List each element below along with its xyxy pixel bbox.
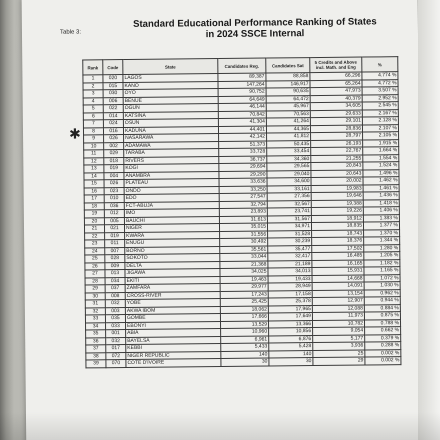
cell-code: 010 (104, 195, 124, 203)
cell-percent: 2.545 % (362, 102, 398, 110)
cell-rank: 27 (85, 270, 105, 278)
title-line-2: in 2024 SSCE Internal (205, 28, 305, 41)
cell-state: BORNO (125, 246, 220, 254)
cell-percent: 1.915 % (363, 139, 399, 147)
cell-code: 024 (103, 120, 123, 128)
cell-candidates-sat: 34,600 (267, 178, 311, 186)
cell-percent: 2.952 % (362, 94, 398, 102)
cell-state: NASARAWA (124, 134, 219, 142)
cell-candidates-reg: 5,433 (221, 343, 269, 351)
cell-candidates-sat: 140 (269, 350, 313, 358)
cell-rank: 39 (86, 360, 106, 368)
cell-state: OYO (123, 89, 218, 97)
table-label: Table 3: (59, 29, 82, 36)
cell-candidates-reg: 42,142 (219, 133, 267, 141)
cell-code: 012 (104, 210, 124, 218)
title-line-1: Standard Educational Performance Ranking of States (132, 16, 377, 30)
cell-rank: 36 (86, 337, 106, 345)
cell-percent: 4.774 % (362, 72, 398, 80)
cell-rank: 16 (84, 187, 104, 195)
cell-candidates-sat: 34,971 (267, 223, 311, 231)
cell-state: KWARA (125, 231, 220, 239)
cell-candidates-reg: 17,666 (220, 313, 268, 321)
cell-code: 020 (103, 75, 123, 83)
cell-candidates-sat: 29,565 (267, 163, 311, 171)
cell-code: 034 (105, 277, 125, 285)
cell-candidates-sat: 33,161 (267, 185, 311, 193)
cell-five-credits: 17,502 (312, 245, 364, 253)
cell-code: 026 (104, 135, 124, 143)
cell-candidates-sat: 34,360 (267, 155, 311, 163)
cell-five-credits: 13,154 (312, 290, 364, 298)
cell-state: IMO (124, 209, 219, 217)
cell-candidates-reg: 36,737 (219, 156, 267, 164)
cell-percent: 0.962 % (364, 289, 400, 297)
cell-candidates-sat: 28,949 (268, 283, 312, 291)
cell-candidates-sat: 10,856 (269, 328, 313, 336)
cell-five-credits: 12,907 (312, 297, 364, 305)
cell-state: CROSS-RIVER (125, 291, 220, 299)
cell-code: 033 (106, 322, 126, 330)
cell-five-credits: 66,296 (310, 72, 362, 80)
cell-state: KADUNA (123, 126, 218, 134)
cell-code: 008 (105, 292, 125, 300)
cell-rank: 5 (83, 105, 103, 113)
cell-state: DELTA (125, 261, 220, 269)
cell-candidates-sat: 31,528 (268, 230, 312, 238)
cell-state: JIGAWA (125, 269, 220, 277)
cell-percent: 0.379 % (365, 334, 401, 342)
cell-candidates-reg: 27,547 (219, 193, 267, 201)
cell-candidates-reg: 21,368 (220, 261, 268, 269)
cell-five-credits: 14,091 (312, 282, 364, 290)
cell-five-credits: 47,973 (310, 87, 362, 95)
cell-five-credits: 14,668 (312, 275, 364, 283)
cell-percent: 0.788 % (364, 319, 400, 327)
cell-rank: 19 (84, 210, 104, 218)
cell-candidates-reg: 33,044 (220, 253, 268, 261)
cell-rank: 15 (84, 180, 104, 188)
cell-state: AKWA IBOM (125, 306, 220, 314)
cell-state: RIVERS (124, 156, 219, 164)
cell-rank: 30 (85, 292, 105, 300)
cell-candidates-sat: 27,356 (267, 193, 311, 201)
cell-rank: 6 (83, 112, 103, 120)
cell-state: COTE D'IVOIRE (126, 359, 221, 367)
next-page-edge (418, 0, 440, 440)
cell-code: 018 (104, 157, 124, 165)
cell-code: 036 (104, 202, 124, 210)
cell-rank: 12 (84, 157, 104, 165)
cell-five-credits: 26,193 (311, 140, 363, 148)
cell-percent: 0.662 % (365, 327, 401, 335)
cell-percent: 1.165 % (364, 267, 400, 275)
cell-code: 070 (106, 360, 126, 368)
cell-state: BAUCHI (124, 216, 219, 224)
cell-rank: 34 (86, 322, 106, 330)
col-header-candidates-reg: Candidates Reg. (218, 58, 266, 74)
cell-five-credits: 19,983 (311, 185, 363, 193)
cell-percent: 1.406 % (363, 207, 399, 215)
col-header-five-credits: 5 Credits and Above incl. Math. and Eng (310, 57, 362, 73)
cell-rank: 10 (84, 142, 104, 150)
cell-code: 026 (104, 180, 124, 188)
cell-percent: 4.772 % (362, 79, 398, 87)
cell-five-credits: 21,255 (311, 155, 363, 163)
cell-candidates-sat: 64,472 (266, 95, 310, 103)
cell-candidates-sat: 30 (269, 358, 313, 366)
cell-five-credits: 20,643 (311, 170, 363, 178)
cell-candidates-reg: 19,463 (220, 276, 268, 284)
cell-code: 007 (105, 247, 125, 255)
cell-candidates-reg: 46,144 (218, 103, 266, 111)
cell-five-credits: 28,797 (311, 132, 363, 140)
cell-rank: 13 (84, 165, 104, 173)
cell-state: KANO (123, 81, 218, 89)
cell-code: 014 (103, 112, 123, 120)
cell-candidates-reg: 51,373 (219, 141, 267, 149)
cell-candidates-reg: 30 (221, 358, 269, 366)
cell-rank: 4 (83, 97, 103, 105)
cell-five-credits: 10,782 (312, 320, 364, 328)
cell-code: 023 (104, 187, 124, 195)
ranking-table (82, 56, 401, 368)
cell-five-credits: 29 (313, 357, 365, 365)
cell-candidates-reg: 32,794 (219, 201, 267, 209)
cell-percent: 1.418 % (363, 199, 399, 207)
table-body (83, 72, 401, 368)
cell-candidates-reg: 6,961 (221, 336, 269, 344)
cell-rank: 20 (84, 217, 104, 225)
cell-candidates-sat: 45,967 (266, 103, 310, 111)
cell-percent: 0.884 % (364, 304, 400, 312)
cell-state: EKITI (125, 276, 220, 284)
cell-rank: 32 (85, 307, 105, 315)
cell-code: 072 (106, 352, 126, 360)
col-header-state: State (123, 59, 218, 75)
cell-candidates-sat: 25,378 (268, 298, 312, 306)
cell-code: 016 (103, 127, 123, 135)
cell-candidates-reg: 23,893 (219, 208, 267, 216)
cell-rank: 2 (83, 82, 103, 90)
cell-rank: 21 (84, 225, 104, 233)
cell-five-credits: 20,002 (311, 177, 363, 185)
cell-rank: 3 (83, 90, 103, 98)
cell-five-credits: 19,646 (311, 192, 363, 200)
cell-state: ZAMFARA (125, 284, 220, 292)
cell-state: GOMBE (125, 314, 220, 322)
cell-candidates-sat: 23,741 (267, 208, 311, 216)
cell-code: 013 (105, 270, 125, 278)
cell-five-credits: 65,264 (310, 80, 362, 88)
cell-rank: 11 (84, 150, 104, 158)
cell-state: KOGI (124, 164, 219, 172)
cell-code: 001 (106, 330, 126, 338)
cell-percent: 0.875 % (364, 312, 400, 320)
cell-candidates-reg: 90,752 (218, 88, 266, 96)
col-header-rank: Rank (83, 60, 103, 75)
cell-percent: 1.280 % (364, 244, 400, 252)
cell-state: TARABA (124, 149, 219, 157)
cell-state: OSUN (123, 119, 218, 127)
cell-candidates-sat: 32,567 (267, 200, 311, 208)
cell-code: 029 (104, 150, 124, 158)
cell-percent: 1.377 % (363, 222, 399, 230)
cell-percent: 1.664 % (363, 147, 399, 155)
col-header-candidates-sat: Candidates Sat (266, 58, 310, 73)
cell-state: FCT-ABUJA (124, 201, 219, 209)
cell-rank: 28 (85, 277, 105, 285)
cell-state: YOBE (125, 299, 220, 307)
cell-candidates-reg: 89,387 (218, 73, 266, 81)
cell-five-credits: 34,605 (310, 102, 362, 110)
cell-state: EDO (124, 194, 219, 202)
cell-candidates-sat: 29,040 (267, 170, 311, 178)
cell-rank: 37 (86, 345, 106, 353)
cell-rank: 23 (85, 240, 105, 248)
cell-five-credits: 18,376 (312, 237, 364, 245)
cell-candidates-reg: 29,290 (219, 171, 267, 179)
cell-code: 004 (104, 172, 124, 180)
cell-candidates-sat: 5,428 (269, 343, 313, 351)
cell-rank: 29 (85, 285, 105, 293)
cell-percent: 2.167 % (362, 109, 398, 117)
cell-candidates-reg: 41,304 (218, 118, 266, 126)
cell-state: ONDO (124, 186, 219, 194)
cell-state: ABIA (126, 329, 221, 337)
handwritten-star-mark: ✱ (68, 125, 81, 142)
cell-five-credits: 28,836 (310, 125, 362, 133)
cell-state: LAGOS (123, 74, 218, 82)
cell-rank: 38 (86, 352, 106, 360)
cell-five-credits: 16,165 (312, 260, 364, 268)
document-heading (60, 16, 400, 42)
cell-candidates-sat: 33,454 (267, 148, 311, 156)
cell-code: 006 (103, 97, 123, 105)
cell-percent: 1.344 % (364, 237, 400, 245)
cell-percent: 0.002 % (365, 357, 401, 365)
cell-percent: 0.002 % (365, 349, 401, 357)
cell-rank: 17 (84, 195, 104, 203)
cell-candidates-reg: 35,561 (220, 246, 268, 254)
col-header-percent: % (362, 57, 398, 72)
cell-percent: 1.462 % (363, 177, 399, 185)
cell-five-credits: 5,177 (313, 335, 365, 343)
cell-candidates-reg: 10,960 (221, 328, 269, 336)
cell-rank: 8 (83, 127, 103, 135)
cell-five-credits: 9,054 (313, 327, 365, 335)
cell-rank: 14 (84, 172, 104, 180)
cell-candidates-reg: 17,243 (220, 291, 268, 299)
cell-candidates-reg: 30,492 (220, 238, 268, 246)
cell-state: NIGER REPUBLIC (126, 351, 221, 359)
cell-candidates-sat: 30,239 (268, 238, 312, 246)
cell-percent: 2.105 % (363, 132, 399, 140)
cell-candidates-sat: 146,917 (266, 80, 310, 88)
cell-five-credits: 40,379 (310, 95, 362, 103)
cell-candidates-sat: 21,189 (268, 260, 312, 268)
cell-candidates-sat: 17,965 (268, 305, 312, 313)
cell-five-credits: 12,088 (312, 305, 364, 313)
cell-rank: 26 (85, 262, 105, 270)
cell-candidates-reg: 64,649 (218, 96, 266, 104)
cell-candidates-reg: 140 (221, 351, 269, 359)
cell-code: 003 (105, 307, 125, 315)
cell-five-credits: 11,973 (312, 312, 364, 320)
cell-candidates-sat: 44,365 (266, 125, 310, 133)
cell-percent: 1.370 % (364, 229, 400, 237)
cell-candidates-sat: 17,649 (268, 313, 312, 321)
cell-five-credits: 18,835 (311, 222, 363, 230)
cell-percent: 2.107 % (362, 124, 398, 132)
cell-state: KATSINA (123, 111, 218, 119)
cell-five-credits: 15,931 (312, 267, 364, 275)
cell-percent: 1.496 % (363, 169, 399, 177)
cell-rank: 31 (85, 300, 105, 308)
cell-candidates-sat: 34,013 (268, 268, 312, 276)
cell-five-credits: 19,388 (311, 200, 363, 208)
cell-code: 019 (104, 165, 124, 173)
cell-five-credits: 19,226 (311, 207, 363, 215)
cell-state: BENUE (123, 96, 218, 104)
cell-rank: 9 (84, 135, 104, 143)
cell-rank: 7 (83, 120, 103, 128)
cell-five-credits: 29,101 (310, 117, 362, 125)
cell-candidates-sat: 50,435 (267, 140, 311, 148)
cell-candidates-reg: 13,529 (220, 321, 268, 329)
cell-candidates-reg: 147,264 (218, 81, 266, 89)
cell-percent: 1.205 % (364, 252, 400, 260)
cell-state: ANAMBRA (124, 171, 219, 179)
cell-code: 028 (105, 255, 125, 263)
cell-code: 017 (106, 345, 126, 353)
cell-code: 032 (105, 300, 125, 308)
cell-rank: 18 (84, 202, 104, 210)
paper-sheet (22, 0, 423, 440)
cell-five-credits: 18,743 (312, 230, 364, 238)
cell-rank: 1 (83, 75, 103, 83)
cell-five-credits: 18,912 (311, 215, 363, 223)
cell-candidates-sat: 70,563 (266, 110, 310, 118)
cell-candidates-sat: 32,417 (268, 253, 312, 261)
cell-code: 035 (105, 315, 125, 323)
cell-candidates-reg: 29,977 (220, 283, 268, 291)
cell-candidates-reg: 34,025 (220, 268, 268, 276)
cell-candidates-reg: 70,842 (218, 111, 266, 119)
cell-percent: 1.030 % (364, 282, 400, 290)
cell-candidates-reg: 18,062 (220, 306, 268, 314)
cell-code: 002 (104, 142, 124, 150)
cell-state: EBONYI (126, 321, 221, 329)
cell-candidates-sat: 90,635 (266, 88, 310, 96)
cell-candidates-reg: 33,250 (219, 186, 267, 194)
cell-rank: 24 (85, 247, 105, 255)
cell-percent: 1.461 % (363, 184, 399, 192)
cell-five-credits: 20,843 (311, 162, 363, 170)
cell-candidates-reg: 31,556 (220, 231, 268, 239)
cell-candidates-sat: 6,876 (269, 335, 313, 343)
cell-rank: 35 (86, 330, 106, 338)
cell-state: SOKOTO (125, 254, 220, 262)
cell-rank: 22 (85, 232, 105, 240)
cell-candidates-reg: 33,636 (219, 178, 267, 186)
cell-state: ADAMAWA (124, 141, 219, 149)
cell-candidates-reg: 31,613 (219, 216, 267, 224)
cell-candidates-reg: 29,694 (219, 163, 267, 171)
cell-code: 019 (105, 232, 125, 240)
cell-candidates-reg: 44,401 (218, 126, 266, 134)
cell-five-credits: 3,936 (313, 342, 365, 350)
cell-percent: 0.944 % (364, 297, 400, 305)
cell-code: 015 (103, 82, 123, 90)
cell-candidates-sat: 88,858 (266, 73, 310, 81)
cell-rank: 33 (85, 315, 105, 323)
cell-candidates-sat: 19,433 (268, 275, 312, 283)
cell-five-credits: 25 (313, 350, 365, 358)
cell-percent: 1.072 % (364, 274, 400, 282)
cell-code: 022 (103, 105, 123, 113)
cell-five-credits: 22,767 (311, 147, 363, 155)
cell-percent: 1.554 % (363, 154, 399, 162)
cell-candidates-sat: 41,812 (267, 133, 311, 141)
cell-candidates-sat: 31,567 (267, 215, 311, 223)
cell-state: ENUGU (125, 239, 220, 247)
cell-candidates-reg: 25,425 (220, 298, 268, 306)
cell-candidates-sat: 13,366 (268, 320, 312, 328)
cell-candidates-reg: 35,015 (219, 223, 267, 231)
cell-candidates-sat: 17,158 (268, 290, 312, 298)
cell-five-credits: 29,633 (310, 110, 362, 118)
cell-state: OGUN (123, 104, 218, 112)
cell-candidates-sat: 35,477 (268, 245, 312, 253)
cell-percent: 1.524 % (363, 162, 399, 170)
cell-percent: 0.288 % (365, 342, 401, 350)
cell-code: 030 (103, 90, 123, 98)
cell-code: 037 (105, 285, 125, 293)
cell-five-credits: 16,485 (312, 252, 364, 260)
cell-percent: 1.383 % (363, 214, 399, 222)
cell-rank: 25 (85, 255, 105, 263)
cell-state: BAYELSA (126, 336, 221, 344)
cell-code: 005 (104, 217, 124, 225)
cell-code: 011 (105, 240, 125, 248)
cell-code: 032 (106, 337, 126, 345)
cell-candidates-reg: 33,728 (219, 148, 267, 156)
cell-percent: 1.436 % (363, 192, 399, 200)
cell-code: 021 (104, 225, 124, 233)
cell-state: KEBBI (126, 344, 221, 352)
cell-state: PLATEAU (124, 179, 219, 187)
col-header-code: Code (103, 60, 123, 75)
cell-percent: 3.507 % (362, 87, 398, 95)
cell-percent: 1.182 % (364, 259, 400, 267)
cell-percent: 2.128 % (362, 117, 398, 125)
cell-candidates-sat: 41,264 (266, 118, 310, 126)
cell-code: 009 (105, 262, 125, 270)
cell-state: NIGER (124, 224, 219, 232)
